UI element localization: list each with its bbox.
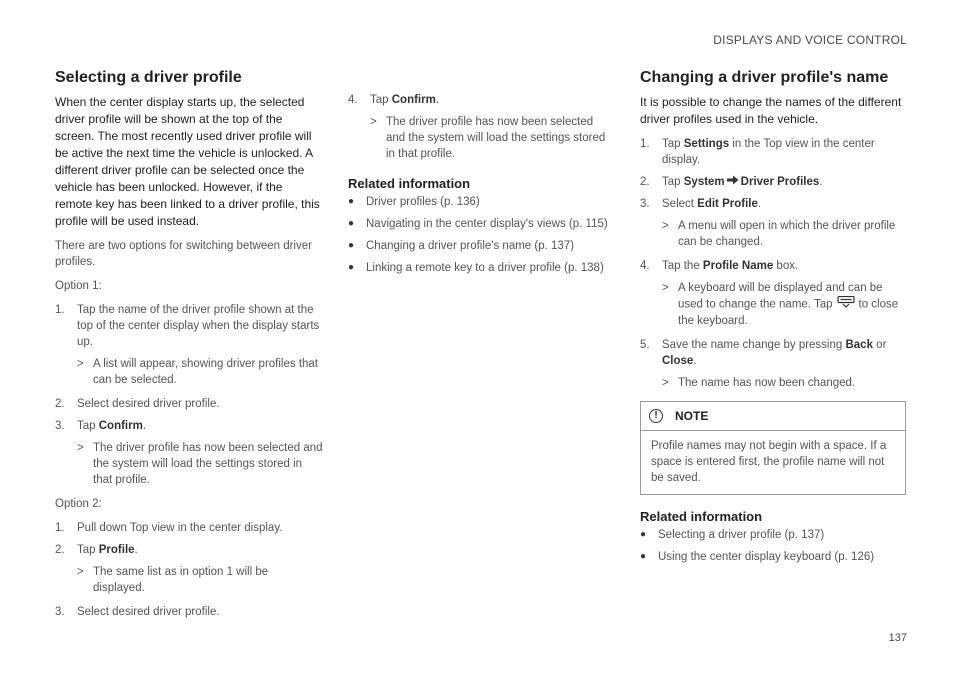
related-link-text[interactable]: Changing a driver profile's name (p. 137) — [366, 240, 575, 252]
lead-paragraph: It is possible to change the names of the different driver profiles used in the vehicle. — [640, 95, 902, 126]
result-text: A menu will open in which the driver profile can be changed. — [678, 220, 896, 248]
related-link[interactable] — [348, 216, 610, 232]
result-marker: > — [662, 220, 669, 232]
step-text-mid: or — [872, 339, 887, 351]
step-result — [640, 375, 906, 391]
related-link[interactable] — [640, 527, 906, 543]
ui-label-system: System — [683, 176, 725, 188]
arrow-right-icon — [727, 174, 739, 190]
step-text: Select desired driver profile. — [77, 606, 220, 618]
related-link-text[interactable]: Driver profiles (p. 136) — [366, 196, 480, 208]
ui-label-back: Back — [845, 339, 873, 351]
ui-label-close: Close — [662, 355, 694, 367]
step-result — [348, 114, 610, 162]
step-item — [55, 542, 323, 558]
result-marker: > — [77, 442, 84, 454]
column-right — [640, 70, 906, 571]
step-item — [55, 604, 323, 620]
result-marker: > — [662, 282, 669, 294]
step-text-post: . — [819, 176, 823, 188]
ui-label-profile: Profile — [98, 544, 135, 556]
step-item — [55, 418, 323, 434]
note-body: Profile names may not begin with a space. If a space is entered first, the profile name will not be saved. — [651, 440, 887, 484]
bullet-icon: ● — [348, 240, 355, 251]
section-title: Changing a driver profile's name — [640, 69, 889, 86]
step-number: 3. — [55, 606, 65, 618]
column-left — [55, 70, 323, 626]
related-link[interactable] — [348, 238, 610, 254]
column-middle — [348, 92, 610, 282]
step-text-post: . — [142, 420, 147, 432]
step-text-post: . — [435, 94, 440, 106]
hide-keyboard-icon — [837, 296, 855, 313]
step-number: 2. — [55, 398, 65, 410]
section-title: Selecting a driver profile — [55, 69, 242, 86]
result-text: The driver profile has now been selected and the system will load the settings stored in that profile. — [386, 116, 606, 160]
note-box — [640, 401, 906, 495]
bullet-icon: ● — [640, 529, 647, 540]
step-number: 2. — [55, 544, 65, 556]
step-result — [55, 564, 323, 596]
result-text: The name has now been changed. — [678, 377, 856, 389]
step-text-post: . — [134, 544, 138, 556]
step-text-post: . — [693, 355, 697, 367]
step-text — [662, 258, 906, 274]
ui-label-edit-profile: Edit Profile — [697, 198, 758, 210]
result-text: The same list as in option 1 will be displayed. — [93, 566, 269, 594]
related-link[interactable] — [348, 260, 610, 276]
ui-label-settings: Settings — [683, 138, 730, 150]
step-text-post: . — [757, 198, 762, 210]
step-text: Select desired driver profile. — [77, 398, 220, 410]
step-number: 1. — [55, 522, 65, 534]
step-number: 3. — [640, 198, 650, 210]
step-text-pre: Tap the — [662, 260, 703, 272]
result-text: The driver profile has now been selected and the system will load the settings stored in that profile. — [93, 442, 323, 486]
result-text-post: to close the keyboard. — [678, 298, 899, 327]
step-number: 2. — [640, 176, 650, 188]
result-text-pre: A keyboard will be displayed and can be used to change the name. Tap — [678, 282, 883, 311]
step-number: 1. — [640, 138, 650, 150]
related-info-title: Related information — [640, 509, 763, 524]
step-item — [640, 136, 906, 168]
step-text — [77, 418, 323, 434]
step-text-pre: Select — [662, 198, 698, 210]
step-text-pre: Tap — [662, 138, 684, 150]
note-title: NOTE — [675, 409, 709, 423]
ui-label-confirm: Confirm — [391, 94, 436, 106]
note-header — [641, 402, 905, 431]
step-text-pre: Save the name change by pressing — [662, 339, 846, 351]
ui-label-driver-profiles: Driver Profiles — [740, 176, 820, 188]
step-text — [662, 196, 906, 212]
bullet-icon: ● — [348, 262, 355, 273]
result-text: A list will appear, showing driver profiles that can be selected. — [93, 358, 318, 386]
step-number: 4. — [348, 94, 358, 106]
step-text-pre: Tap — [370, 94, 392, 106]
step-text-pre: Tap — [77, 544, 99, 556]
step-number: 3. — [55, 420, 65, 432]
step-item — [55, 520, 323, 536]
result-marker: > — [662, 377, 669, 389]
result-text — [678, 280, 906, 329]
related-link-text[interactable]: Selecting a driver profile (p. 137) — [658, 529, 825, 541]
step-text: Pull down Top view in the center display. — [77, 522, 283, 534]
step-item — [640, 196, 906, 212]
step-number: 4. — [640, 260, 650, 272]
step-text-post: in the Top view in the center display. — [662, 138, 875, 166]
result-marker: > — [77, 566, 84, 578]
step-item — [348, 92, 610, 108]
step-result — [55, 440, 323, 488]
step-item — [55, 396, 323, 412]
step-text — [77, 542, 323, 558]
option-label: Option 2: — [55, 498, 102, 510]
step-item — [640, 174, 906, 190]
step-text-pre: Tap — [77, 420, 99, 432]
result-marker: > — [77, 358, 84, 370]
lead-paragraph: When the center display starts up, the selected driver profile will be shown at the top of the screen. The most recently used driver profile will be active the next time the vehicle is unlocked. A different driver profile can be selected once the vehicle has been unlocked. However, if the remote key has been linked to a driver profile, this profile will be used instead. — [55, 95, 320, 228]
option-label: Option 1: — [55, 280, 102, 292]
ui-label-confirm: Confirm — [98, 420, 143, 432]
related-link[interactable] — [348, 194, 610, 210]
step-result — [55, 356, 323, 388]
result-marker: > — [370, 116, 377, 128]
bullet-icon: ● — [348, 196, 355, 207]
step-text: Tap the name of the driver profile shown at the top of the center display when the display starts up. — [77, 304, 320, 348]
related-link-text[interactable]: Navigating in the center display's views (p. 115) — [366, 218, 608, 230]
info-icon: ! — [649, 409, 663, 423]
related-link[interactable] — [640, 549, 906, 565]
bullet-icon: ● — [640, 551, 647, 562]
section-header: DISPLAYS AND VOICE CONTROL — [713, 33, 907, 47]
page-number: 137 — [888, 632, 907, 644]
step-text-post: box. — [773, 260, 799, 272]
ui-label-profile-name: Profile Name — [702, 260, 774, 272]
step-result — [640, 218, 906, 250]
step-number: 5. — [640, 339, 650, 351]
step-item — [55, 302, 323, 350]
step-text — [662, 337, 906, 369]
bullet-icon: ● — [348, 218, 355, 229]
step-result — [640, 280, 906, 329]
related-info-title: Related information — [348, 176, 471, 191]
step-item — [640, 337, 906, 369]
intro-paragraph: There are two options for switching between driver profiles. — [55, 240, 312, 268]
related-link-text[interactable]: Linking a remote key to a driver profile (p. 138) — [366, 262, 604, 274]
step-number: 1. — [55, 304, 65, 316]
step-text-pre: Tap — [662, 176, 684, 188]
related-link-text[interactable]: Using the center display keyboard (p. 126) — [658, 551, 875, 563]
step-text — [662, 136, 906, 168]
step-text — [662, 174, 906, 190]
step-item — [640, 258, 906, 274]
step-text — [370, 92, 610, 108]
